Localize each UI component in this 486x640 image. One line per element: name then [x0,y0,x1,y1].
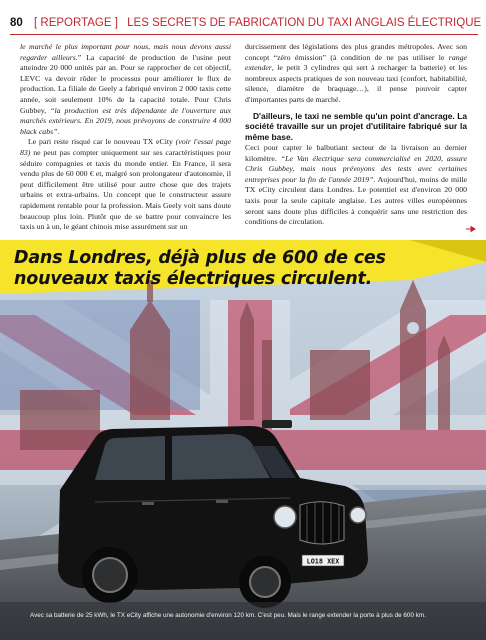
header-divider [10,34,478,35]
paragraph: Ceci pour capter le balbutiant secteur de la livraison au dernier kilomètre. “Le Van électrique sera commercialisé en 2020, assure Chris Gubbey, mais nous prévoyons des tests avec certaines entreprises pour la fin de l'année 2019”. Aujourd'hui, moins de mille TX eCity circulent dans Londres. Le potentiel est d'environ 20 000 taxis pour la seule capitale anglaise. Les autres villes européennes seront sans doute plus difficiles à conquérir sans une restriction des conditions de circulation. [245,142,467,227]
article-title: LES SECRETS DE FABRICATION DU TAXI ANGLAIS ÉLECTRIQUE [127,17,482,29]
paragraph: Le pari reste risqué car le nouveau TX eCity (voir l'essai page 83) ne peut pas compter uniquement sur ses caractéristiques pour séduire compagnies et taxis du monde entier. En France, il sera vendu plus de 60 000 € et, malgré son prolongateur d'autonomie, il peut difficilement être utilisé pour autre chose que des trajets urbains et extra-urbains. Un concept que le constructeur assure rapidement rentable pour la profession. Mais Geely voit sans doute beaucoup plus loin. Plutôt que de se battre pour convaincre les taxis un à un, le géant chinois mise assurément sur un [20,137,231,232]
photo-headline [14,248,414,290]
left-column [20,42,231,233]
headline-line: Dans Londres, déjà plus de 600 de ces [14,248,386,268]
page-number: 80 [10,17,23,29]
taxi-photo-illustration [0,240,486,640]
paragraph: le marché le plus important pour nous, mais nous devons aussi regarder ailleurs.” La capacité de production de l'usine peut atteindre 20 000 unités par an. Pour se rapprocher de cet objectif, LEVC va devoir rôder le processus pour améliorer le flux de production. La filiale de Geely a fabriqué environ 2 000 taxis cette année, soit seulement 10% de la capacité totale. Pour Chris Gubbey, “la production est très dépendante de l'ouverture aux marchés extérieurs. En 2019, nous prévoyons de construire 4 000 black cabs”. [20,42,232,136]
license-plate: LO18 XEX [306,557,340,566]
page-header [10,12,480,34]
paragraph: durcissement des législations des plus grandes métropoles. Avec son concept “zéro émission” (à condition de ne pas utiliser le range extender, le petit 3 cylindres qui sert à recharger la batterie) et les nombreux aspects pratiques de son nouveau taxi (confort, habitabilité, silence, diamètre de braquage…), il pense pouvoir capter d'importantes parts de marché. [245,42,467,104]
taxi-photo [0,240,486,640]
section-label: [ REPORTAGE ] [34,17,118,29]
subheading: D'ailleurs, le taxi ne semble qu'un point d'ancrage. La société travaille sur un projet d'utilitaire fabriqué sur la même base. [245,110,467,143]
headline-line: nouveaux taxis électriques circulent. [14,269,373,289]
photo-caption: Avec sa batterie de 25 kWh, le TX eCity affiche une autonomie d'environ 120 km. C'est peu. Mais le range extender la porte à plus de 600 km. [30,612,426,619]
end-of-article-icon [466,226,476,232]
right-column [245,42,467,228]
